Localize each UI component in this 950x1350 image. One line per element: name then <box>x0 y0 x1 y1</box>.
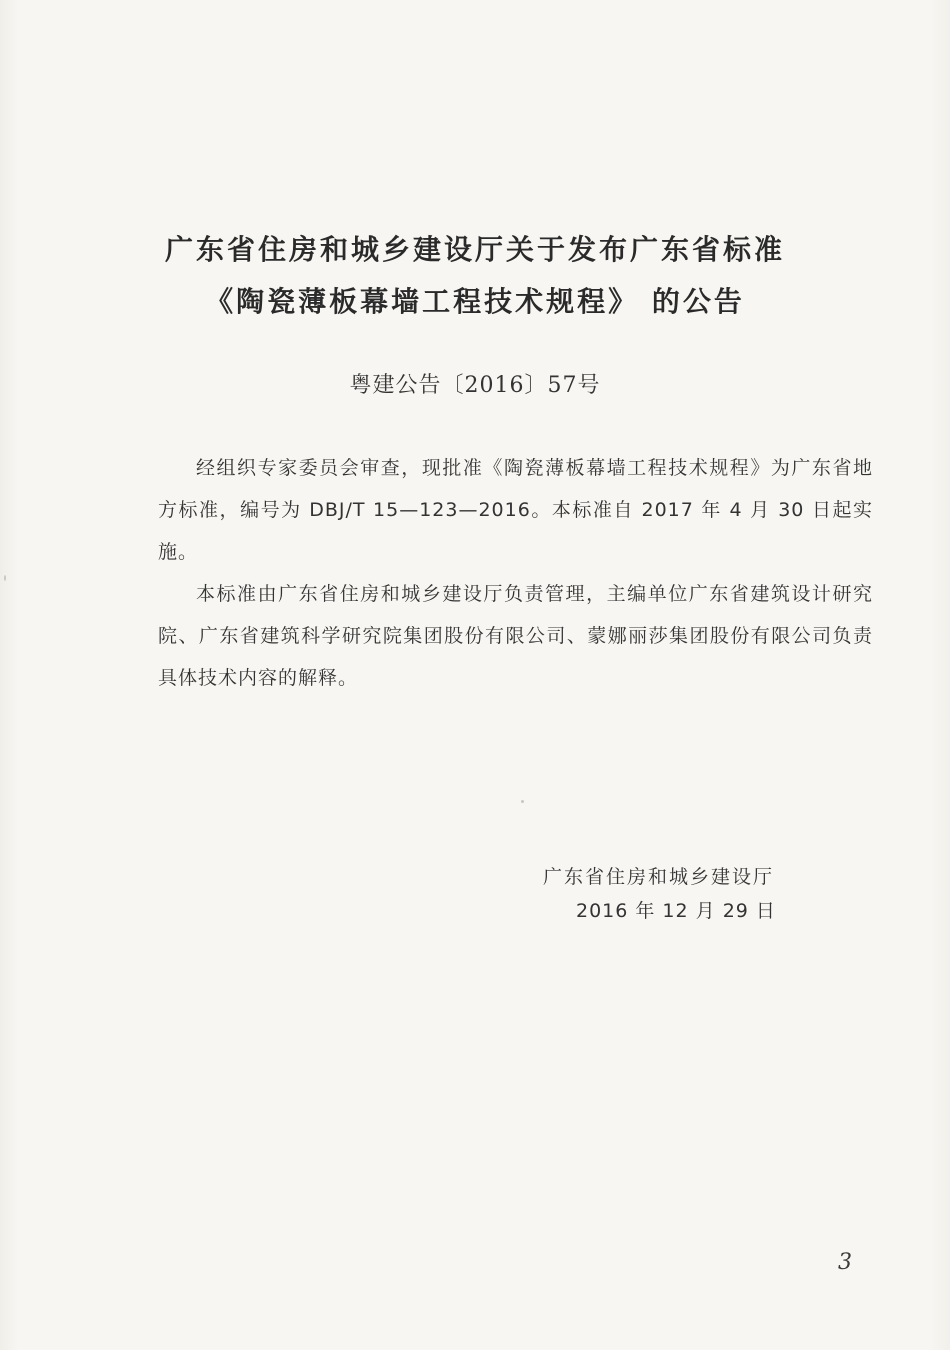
issue-date: 2016 年 12 月 29 日 <box>576 900 776 922</box>
announcement-title <box>0 228 950 320</box>
body-paragraph-approval: 经组织专家委员会审查，现批准《陶瓷薄板幕墙工程技术规程》为广东省地方标准，编号为 DBJ/T 15—123—2016。本标准自 2017 年 4 月 30 日起实施。 <box>158 457 873 563</box>
signature-block <box>543 860 863 928</box>
paper-speck <box>521 800 524 803</box>
title-line-1: 广东省住房和城乡建设厅关于发布广东省标准 <box>164 233 785 266</box>
announcement-body <box>158 447 873 699</box>
issuing-organization: 广东省住房和城乡建设厅 <box>543 866 775 888</box>
page-number: 3 <box>838 1250 852 1275</box>
body-paragraph-management: 本标准由广东省住房和城乡建设厅负责管理，主编单位广东省建筑设计研究院、广东省建筑科学研究院集团股份有限公司、蒙娜丽莎集团股份有限公司负责具体技术内容的解释。 <box>158 583 873 689</box>
title-line-2: 《陶瓷薄板幕墙工程技术规程》 的公告 <box>205 285 745 318</box>
document-number: 粤建公告〔2016〕57号 <box>349 373 601 398</box>
paper-speck <box>4 575 6 581</box>
